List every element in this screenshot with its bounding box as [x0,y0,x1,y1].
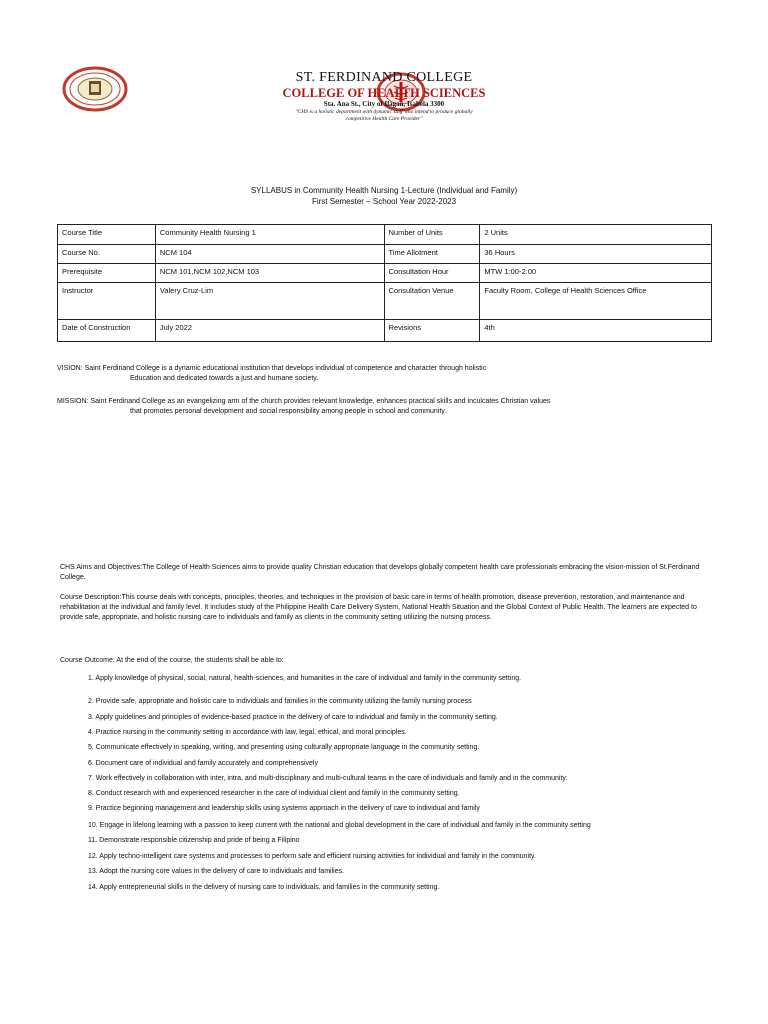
list-item: 3. Apply guidelines and principles of evidence-based practice in the delivery of care to individual and family in the community setting. [88,714,498,721]
syllabus-title: SYLLABUS in Community Health Nursing 1-Lecture (Individual and Family) [250,186,518,195]
table-cell-value: 2 Units [480,225,712,245]
table-row [58,320,712,342]
table-cell-value: 36 Hours [480,245,712,264]
table-cell-label: Date of Construction [58,320,156,342]
table-row [58,264,712,283]
list-item: 7. Work effectively in collaboration with inter, intra, and multi-disciplinary and multi-cultural teams in the care of individuals and family and in the community. [88,775,568,782]
list-item: 8. Conduct research with and experienced researcher in the care of individual client and family in the community setting. [88,790,460,797]
vision-text-1: Saint Ferdinand College is a dynamic educational institution that develops individual of competence and character through holistic [82,365,487,372]
course-description-section [60,593,712,623]
table-cell-value: Valery Cruz-Lim [155,283,384,320]
table-cell-label: Time Allotment [384,245,480,264]
mission-text-1: Saint Ferdinand College as an evangelizing arm of the church provides relevant knowledge, enhances practical skills and inculcates Christian values [88,398,551,405]
list-item: 4. Practice nursing in the community setting in accordance with law, legal, ethical, and moral principles. [88,729,407,736]
list-item: 11. Demonstrate responsible citizenship and pride of being a Filipino [88,837,300,844]
table-cell-label: Course Title [58,225,156,245]
list-item: 6. Document care of individual and family accurately and comprehensively [88,760,318,767]
list-item: 9. Practice beginning management and leadership skills using systems approach in the delivery of care to individual and family [88,805,480,812]
table-cell-value: NCM 104 [155,245,384,264]
college-name: ST. FERDINAND COLLEGE [295,70,473,85]
course-description-label: Course Description: [60,594,122,601]
vision-text-2: Education and dedicated towards a just and humane society. [130,375,319,382]
mission-section [57,397,727,417]
table-cell-value: NCM 101,NCM 102,NCM 103 [155,264,384,283]
college-motto [240,109,528,123]
mission-label: MISSION: [57,398,89,405]
table-cell-label: Instructor [58,283,156,320]
syllabus-semester: First Semester – School Year 2022-2023 [311,197,457,206]
course-info-table [57,224,712,342]
table-row [58,225,712,245]
table-row [58,283,712,320]
course-description-text: This course deals with concepts, principles, theories, and techniques in the provision of basic care in terms of health promotion, disease prevention, restoration, and maintenance and rehabilitation at the individual and family level. It includes study of the Philippine Health Care Delivery System, National Health Situation and the Global Context of Public Health. The learners are expected to provide safe, appropriate, and holistic nursing care to individuals and family as clients in the community setting utilizing the nursing process. [60,594,697,621]
motto-line-2: competitive Health Care Provider" [345,116,423,122]
table-cell-value: MTW 1:00-2:00 [480,264,712,283]
table-cell-label: Course No. [58,245,156,264]
table-cell-value: Faculty Room, College of Health Sciences Office [480,283,712,320]
vision-section [57,364,717,384]
chs-aims-section [60,563,712,583]
list-item: 12. Apply techno-intelligent care systems and processes to perform safe and efficient nursing activities for individual and family in the community. [88,853,536,860]
table-row [58,245,712,264]
table-cell-label: Revisions [384,320,480,342]
college-address: Sta. Ana St., City of Ilagan, Isabela 3300 [323,100,445,108]
table-cell-label: Consultation Venue [384,283,480,320]
table-cell-value: Community Health Nursing 1 [155,225,384,245]
list-item: 2. Provide safe, appropriate and holistic care to individuals and families in the community utilizing the family nursing process [88,698,472,705]
course-outcome-intro: Course Outcome: At the end of the course, the students shall be able to: [60,657,284,664]
list-item: 13. Adopt the nursing core values in the delivery of care to individuals and families. [88,868,345,875]
table-cell-label: Number of Units [384,225,480,245]
chs-aims-label: CHS Aims and Objectives: [60,564,143,571]
motto-line-1: "CHS is a holistic department with dynamic staff who intend to produce globally [295,109,473,115]
table-cell-value: 4th [480,320,712,342]
mission-line-1 [57,397,727,407]
table-cell-value: July 2022 [155,320,384,342]
list-item: 14. Apply entrepreneurial skills in the delivery of nursing care to individuals, and families in the community setting. [88,884,440,891]
table-cell-label: Consultation Hour [384,264,480,283]
mission-text-2: that promotes personal development and social responsibility among people in school and community. [130,408,447,415]
table-cell-label: Prerequisite [58,264,156,283]
list-item: 5. Communicate effectively in speaking, writing, and presenting using culturally appropriate language in the community setting. [88,744,480,751]
chs-aims-text: The College of Health Sciences aims to provide quality Christian education that develops globally competent health care professionals embracing the vision-mission of St.Ferdinand College. [60,564,700,581]
vision-line-1 [57,364,717,374]
college-department: COLLEGE OF HEALTH SCIENCES [282,86,486,100]
list-item: 10. Engage in lifelong learning with a passion to keep current with the national and global development in the care of individual and family in the community setting [88,822,591,829]
list-item: 1. Apply knowledge of physical, social, natural, health-sciences, and humanities in the care of individual and family in the community setting. [88,675,522,682]
vision-label: VISION: [57,365,83,372]
